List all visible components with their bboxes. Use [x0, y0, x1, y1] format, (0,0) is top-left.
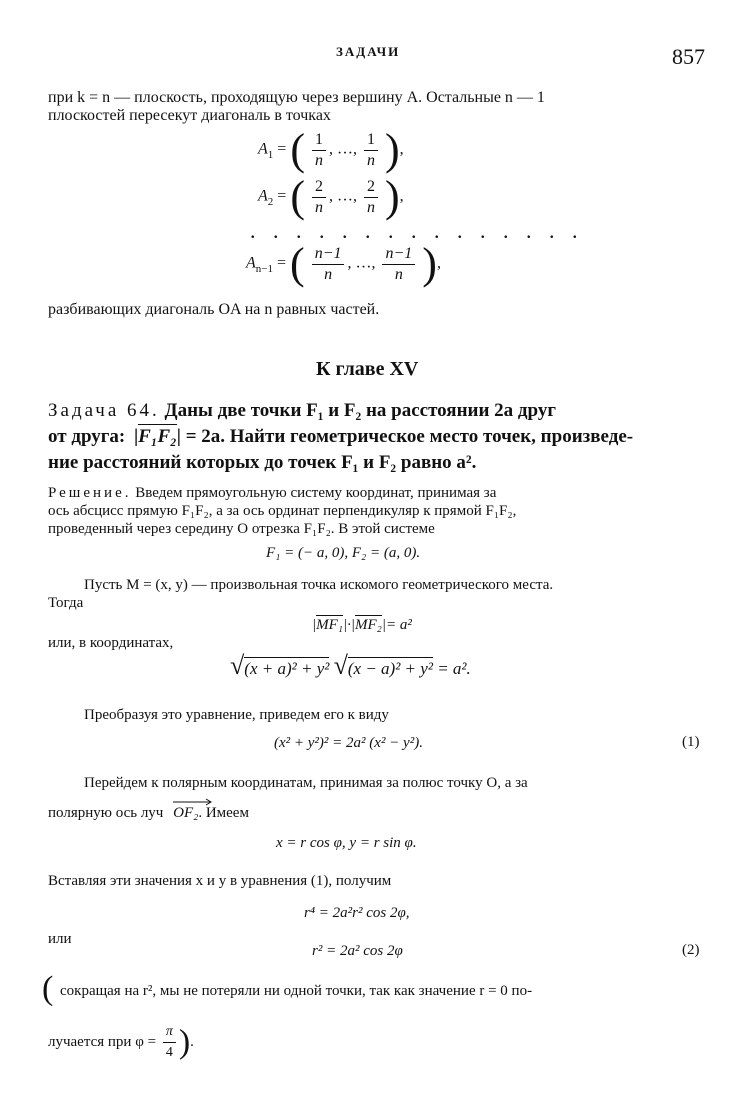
dots-row: . . . . . . . . . . . . . . .	[250, 218, 584, 243]
or-coords: или, в координатах,	[48, 635, 174, 651]
top-line-2: плоскостей пересекут диагональ в точках	[48, 107, 331, 124]
vector-arrow-icon	[173, 798, 213, 806]
solution-label: Решение.	[48, 485, 132, 501]
top-line-1: при k = n — плоскость, проходящую через вершину A. Остальные n — 1	[48, 89, 545, 106]
polar-line-1: Перейдем к полярным координатам, принимая за полюс точку O, а за	[84, 775, 528, 791]
vector-f1f2: F₁F₂	[138, 426, 177, 447]
eq-product: |MF₁|·|MF₂|= a²	[312, 617, 412, 633]
frac: $\frac{1}{n}$	[364, 130, 378, 171]
formula-a1: $A_1$ = ( $\frac{1}{n}$ , …, $\frac{1}{n}$ ),	[258, 125, 404, 174]
eq-r4: r⁴ = 2a²r² cos 2φ,	[304, 905, 410, 921]
task-line-1: Задача 64. Даны две точки F₁ и F₂ на расстоянии 2a друг	[48, 400, 556, 421]
top-after: разбивающих диагональ OA на n равных частей.	[48, 301, 380, 318]
vector-of2: OF₂	[173, 804, 198, 823]
chapter-title: К главе XV	[316, 358, 419, 380]
eq-2-number: (2)	[682, 942, 700, 958]
eq-2: r² = 2a² cos 2φ	[312, 943, 403, 959]
a1-label: A	[258, 140, 268, 158]
big-paren-open: (	[42, 970, 54, 1007]
solution-line-3: проведенный через середину O отрезка F₁F₂. В этой системе	[48, 521, 435, 537]
p2-line-2: Тогда	[48, 595, 84, 611]
eq-polar: x = r cos φ, y = r sin φ.	[276, 835, 417, 851]
note-line-1: сокращая на r², мы не потеряли ни одной точки, так как значение r = 0 по-	[60, 983, 533, 999]
eq-1: (x² + y²)² = 2a² (x² − y²).	[274, 735, 423, 751]
formula-an: $A_{n-1}$ = ( $\frac{n-1}{n}$ , …, $\frac{n-1}{n}$ ),	[246, 239, 441, 288]
ili-text: или	[48, 931, 72, 947]
p2-line-1: Пусть M = (x, y) — произвольная точка искомого геометрического места.	[84, 577, 554, 593]
eq-points: F₁ = (− a, 0), F₂ = (a, 0).	[266, 545, 421, 561]
running-title: ЗАДАЧИ	[336, 44, 401, 59]
frac: $\frac{1}{n}$	[312, 130, 326, 171]
solution-line-2: ось абсцисс прямую F₁F₂, а за ось ординат перпендикуляр к прямой F₁F₂,	[48, 503, 517, 519]
formula-a2: $A_2$ = ( $\frac{2}{n}$ , …, $\frac{2}{n}$ ),	[258, 172, 404, 221]
note-line-2: лучается при φ = $\frac{\pi}{4}$ ).	[48, 1023, 194, 1061]
task-label: Задача 64.	[48, 400, 160, 421]
paren-open: (	[290, 125, 305, 174]
solution-line-1: Решение. Введем прямоугольную систему координат, принимая за	[48, 485, 497, 501]
a1-sub: 1	[267, 148, 274, 161]
task-line-3: ние расстояний которых до точек F₁ и F₂ равно a².	[48, 452, 477, 473]
big-paren-close: )	[178, 1023, 191, 1061]
transform-text: Преобразуя это уравнение, приведем его к виду	[84, 707, 389, 723]
page-number: 857	[672, 44, 705, 69]
polar-line-2: полярную ось луч OF₂. Имеем	[48, 804, 249, 823]
sqrt-icon: √	[230, 651, 245, 680]
paren-close: )	[384, 125, 400, 174]
sqrt-icon: √	[333, 651, 348, 680]
eq-sqrt: √(x + a)² + y² √(x − a)² + y² = a².	[230, 651, 471, 680]
eq-1-number: (1)	[682, 734, 700, 750]
task-line-2: от друга: |F₁F₂| = 2a. Найти геометрическое место точек, произведе-	[48, 426, 634, 447]
insert-text: Вставляя эти значения x и y в уравнения (1), получим	[48, 873, 392, 889]
